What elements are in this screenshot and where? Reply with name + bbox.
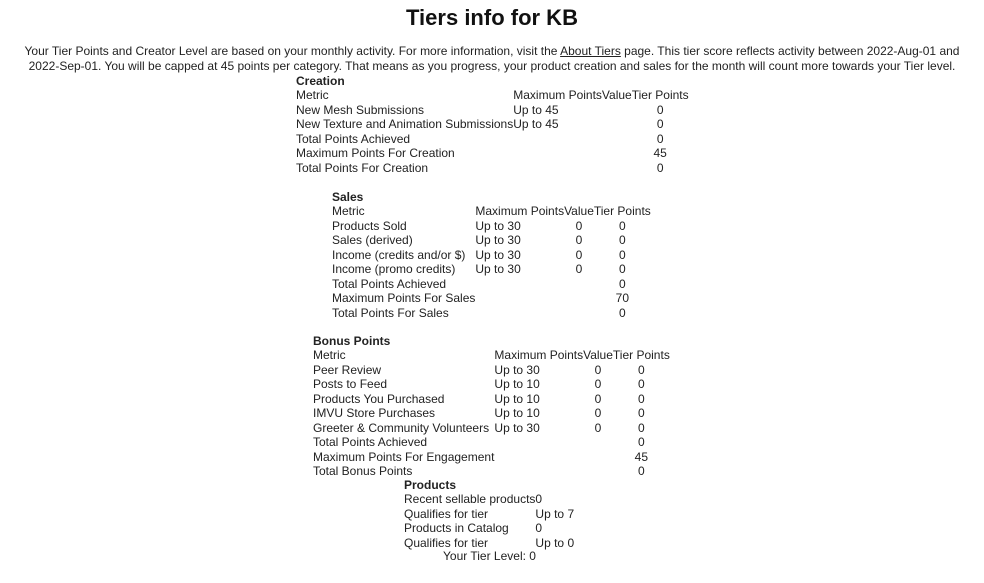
tier-points-header: Tier Points (631, 88, 689, 102)
value-header: Value (564, 204, 594, 218)
product-value-cell: Up to 7 (535, 506, 575, 521)
metric-cell: Total Points For Sales (332, 305, 449, 320)
metric-cell: Products Sold (332, 218, 407, 233)
products-table (404, 492, 574, 550)
table-row (296, 132, 689, 147)
max-points-cell: Up to 30 (475, 218, 521, 233)
tier-points-cell: 0 (638, 406, 645, 420)
product-label-cell: Qualifies for tier (404, 506, 489, 521)
table-row (296, 103, 689, 118)
max-points-cell (494, 450, 583, 465)
max-points-cell (475, 306, 564, 321)
product-value-cell: 0 (535, 521, 543, 535)
table-row (404, 507, 574, 522)
tier-points-cell: 0 (638, 362, 645, 377)
intro-text (20, 44, 964, 73)
product-value-cell: 0 (535, 492, 543, 506)
tier-points-cell: 0 (638, 464, 645, 478)
metric-cell: Total Points Achieved (296, 131, 411, 146)
tier-points-cell: 0 (638, 377, 645, 391)
table-row (313, 464, 670, 479)
max-points-cell (494, 464, 583, 479)
metric-header: Metric (313, 348, 346, 362)
value-header: Value (601, 88, 632, 102)
value-cell: 0 (575, 218, 583, 233)
tier-points-cell: 0 (618, 218, 626, 233)
max-points-cell (513, 161, 602, 176)
tier-points-cell: 0 (656, 160, 664, 175)
intro-before-link: Your Tier Points and Creator Level are based on your monthly activity. For more information, visit the (24, 44, 561, 58)
tier-points-cell: 0 (656, 117, 664, 131)
value-cell: 0 (575, 247, 583, 262)
table-header-row (313, 348, 670, 363)
tier-points-cell: 0 (638, 435, 645, 449)
product-label-cell: Qualifies for tier (404, 535, 489, 550)
table-row (313, 435, 670, 450)
creation-table (296, 88, 689, 175)
metric-cell: New Texture and Animation Submissions (296, 117, 514, 131)
product-label-cell: Products in Catalog (404, 521, 509, 535)
max-points-cell: Up to 10 (494, 377, 540, 391)
metric-cell: Income (promo credits) (332, 262, 456, 276)
table-row (313, 363, 670, 378)
metric-header: Metric (296, 88, 329, 102)
tier-points-cell: 70 (615, 291, 629, 305)
max-points-cell: Up to 30 (494, 420, 540, 435)
metric-cell: New Mesh Submissions (296, 102, 425, 117)
value-cell (564, 291, 594, 306)
max-points-header: Maximum Points (475, 204, 565, 218)
max-points-cell: Up to 45 (513, 102, 559, 117)
max-points-cell: Up to 30 (494, 362, 540, 377)
max-points-cell: Up to 10 (494, 391, 540, 406)
value-cell (583, 435, 613, 450)
metric-cell: Maximum Points For Sales (332, 291, 476, 305)
tier-points-cell: 0 (618, 276, 626, 291)
about-tiers-link[interactable]: About Tiers (560, 44, 621, 58)
max-points-cell (494, 435, 583, 450)
table-row (332, 291, 651, 306)
max-points-header: Maximum Points (494, 348, 584, 362)
metric-cell: Total Points For Creation (296, 160, 429, 175)
sales-table (332, 204, 651, 320)
metric-cell: Total Bonus Points (313, 464, 413, 478)
max-points-header: Maximum Points (513, 88, 602, 102)
tier-points-cell: 45 (653, 146, 667, 160)
table-row (313, 406, 670, 421)
tier-level-label: Your Tier Level: (443, 549, 526, 563)
table-row (404, 536, 574, 551)
metric-cell: Peer Review (313, 362, 382, 377)
page-title: Tiers info for KB (406, 5, 578, 30)
value-cell (602, 161, 632, 176)
tier-points-cell: 0 (656, 131, 664, 146)
metric-cell: Maximum Points For Creation (296, 146, 455, 160)
table-row (313, 392, 670, 407)
table-header-row (332, 204, 651, 219)
table-row (332, 262, 651, 277)
products-title: Products (404, 478, 457, 492)
value-cell: 0 (594, 406, 602, 420)
table-row (404, 521, 574, 536)
value-cell (583, 464, 613, 479)
table-row (332, 233, 651, 248)
tier-points-header: Tier Points (593, 204, 651, 218)
metric-cell: Total Points Achieved (313, 435, 428, 449)
metric-cell: Maximum Points For Engagement (313, 449, 495, 464)
max-points-cell (475, 291, 564, 306)
tier-points-cell: 0 (638, 420, 645, 435)
tier-points-cell: 0 (618, 262, 626, 276)
value-cell (602, 117, 632, 132)
table-header-row (296, 88, 689, 103)
table-row (404, 492, 574, 507)
max-points-cell: Up to 30 (475, 262, 521, 276)
table-row (332, 277, 651, 292)
table-row (296, 117, 689, 132)
value-cell (564, 306, 594, 321)
tier-points-cell: 0 (618, 247, 626, 262)
tier-points-cell: 0 (638, 391, 645, 406)
max-points-cell: Up to 30 (475, 247, 521, 262)
value-cell (564, 277, 594, 292)
metric-header: Metric (332, 204, 365, 218)
max-points-cell: Up to 30 (475, 233, 521, 247)
product-value-cell: Up to 0 (535, 535, 575, 550)
metric-cell: Total Points Achieved (332, 276, 447, 291)
metric-cell: IMVU Store Purchases (313, 406, 436, 420)
bonus-section (313, 334, 670, 479)
metric-cell: Greeter & Community Volunteers (313, 420, 490, 435)
metric-cell: Sales (derived) (332, 233, 413, 247)
value-cell (602, 132, 632, 147)
max-points-cell (513, 146, 602, 161)
max-points-cell: Up to 10 (494, 406, 540, 420)
max-points-cell: Up to 45 (513, 117, 559, 131)
product-label-cell: Recent sellable products (404, 492, 536, 506)
value-cell (602, 146, 632, 161)
intro-after-link: page. This tier score reflects activity between 2022-Aug-01 and 2022-Sep-01. You will be capped at 45 points per category. That means as you progress, your product creation and sales for the month will count more towards your Tier level. (28, 44, 960, 73)
value-cell: 0 (575, 262, 583, 276)
table-row (313, 421, 670, 436)
table-row (313, 377, 670, 392)
metric-cell: Posts to Feed (313, 377, 388, 391)
tier-points-cell: 0 (618, 305, 626, 320)
tier-points-cell: 0 (656, 102, 664, 117)
creation-title: Creation (296, 74, 345, 88)
max-points-cell (475, 277, 564, 292)
tier-points-cell: 0 (618, 233, 626, 247)
value-cell: 0 (575, 233, 583, 247)
tier-points-cell: 45 (634, 449, 649, 464)
value-cell: 0 (594, 362, 602, 377)
table-row (332, 219, 651, 234)
metric-cell: Products You Purchased (313, 391, 445, 406)
value-cell: 0 (594, 377, 602, 391)
value-header: Value (583, 348, 613, 362)
value-cell: 0 (594, 391, 602, 406)
sales-title: Sales (332, 190, 364, 204)
tier-level (443, 549, 536, 564)
value-cell (602, 103, 632, 118)
value-cell: 0 (594, 420, 602, 435)
table-row (296, 161, 689, 176)
creation-section (296, 74, 689, 175)
bonus-table (313, 348, 670, 479)
table-row (296, 146, 689, 161)
table-row (313, 450, 670, 465)
table-row (332, 306, 651, 321)
value-cell (583, 450, 613, 465)
sales-section (332, 190, 651, 320)
bonus-title: Bonus Points (313, 334, 391, 348)
tier-level-value: 0 (529, 549, 536, 563)
products-section (404, 478, 574, 550)
table-row (332, 248, 651, 263)
max-points-cell (513, 132, 602, 147)
metric-cell: Income (credits and/or $) (332, 247, 466, 262)
tier-points-header: Tier Points (612, 348, 670, 362)
